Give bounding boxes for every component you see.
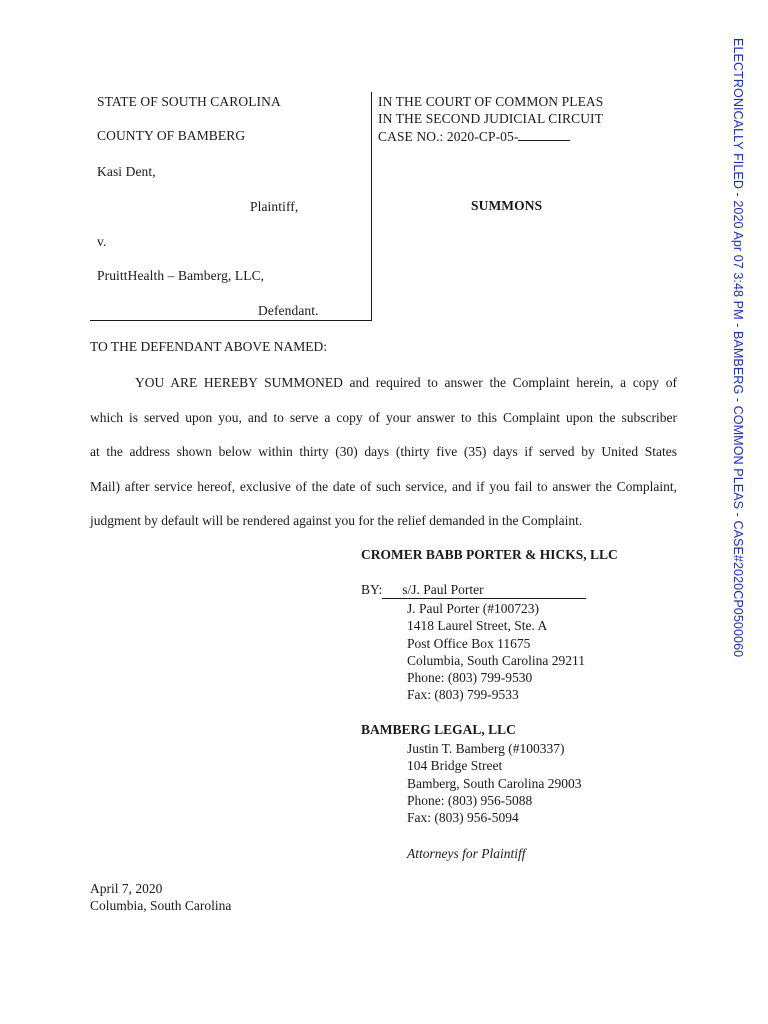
firm1-city: Columbia, South Carolina 29211 <box>407 652 585 668</box>
firm2-phone: Phone: (803) 956-5088 <box>407 792 533 808</box>
paragraph-line-5: judgment by default will be rendered against you for the relief demanded in the Complaint. <box>90 513 583 528</box>
firm1-name: CROMER BABB PORTER & HICKS, LLC <box>361 547 618 562</box>
state-heading: STATE OF SOUTH CAROLINA <box>97 94 281 109</box>
signature: s/J. Paul Porter <box>382 582 586 599</box>
firm1-street: 1418 Laurel Street, Ste. A <box>407 618 548 634</box>
firm1-fax: Fax: (803) 799-9533 <box>407 687 519 703</box>
paragraph-line-1-rest: and required to answer the Complaint herein, a copy of <box>342 375 677 390</box>
firm1-po-box: Post Office Box 11675 <box>407 635 531 651</box>
summoned-phrase: YOU ARE HEREBY SUMMONED <box>135 375 343 390</box>
salutation: TO THE DEFENDANT ABOVE NAMED: <box>90 339 328 354</box>
document-title: SUMMONS <box>471 198 543 213</box>
paragraph-line-1 <box>90 366 677 401</box>
firm2-city: Bamberg, South Carolina 29003 <box>407 775 582 791</box>
paragraph-line-2: which is served upon you, and to serve a copy of your answer to this Complaint upon the subscriber <box>90 409 677 425</box>
firm2-attorney: Justin T. Bamberg (#100337) <box>407 741 565 756</box>
electronic-filing-stamp: ELECTRONICALLY FILED - 2020 Apr 07 3:48 PM - BAMBERG - COMMON PLEAS - CASE#2020CP0500060 <box>731 38 745 658</box>
firm1-attorney: J. Paul Porter (#100723) <box>407 601 539 616</box>
filing-place: Columbia, South Carolina <box>90 898 232 914</box>
case-number <box>378 128 570 145</box>
firm2-street: 104 Bridge Street <box>407 758 503 774</box>
firm1-address-block <box>407 600 585 704</box>
attorneys-for-plaintiff: Attorneys for Plaintiff <box>407 846 526 861</box>
firm2-name: BAMBERG LEGAL, LLC <box>361 722 516 737</box>
firm2-fax: Fax: (803) 956-5094 <box>407 810 519 826</box>
paragraph-line-3: at the address shown below within thirty (30) days (thirty five (35) days if served by United States <box>90 444 677 459</box>
date-place-block <box>90 880 231 915</box>
county-heading: COUNTY OF BAMBERG <box>97 128 246 143</box>
signature-line <box>361 582 586 599</box>
caption-horizontal-divider <box>90 320 372 321</box>
defendant-name: PruittHealth – Bamberg, LLC, <box>97 268 265 283</box>
by-label: BY: <box>361 582 383 597</box>
caption-vertical-divider <box>371 92 372 321</box>
firm1-phone: Phone: (803) 799-9530 <box>407 670 533 686</box>
court-line-1: IN THE COURT OF COMMON PLEAS <box>378 94 604 109</box>
filing-date: April 7, 2020 <box>90 881 163 896</box>
case-number-text: CASE NO.: 2020-CP-05- <box>378 129 519 144</box>
paragraph-line-4: Mail) after service hereof, exclusive of the date of such service, and if you fail to answer the Complaint, <box>90 478 677 494</box>
summons-paragraph <box>90 366 677 539</box>
plaintiff-role: Plaintiff, <box>250 199 299 214</box>
defendant-role: Defendant. <box>258 303 319 318</box>
versus: v. <box>97 234 107 249</box>
firm2-address-block <box>407 740 582 826</box>
case-number-blank <box>518 128 570 141</box>
plaintiff-name: Kasi Dent, <box>97 164 156 179</box>
court-line-2: IN THE SECOND JUDICIAL CIRCUIT <box>378 111 603 126</box>
